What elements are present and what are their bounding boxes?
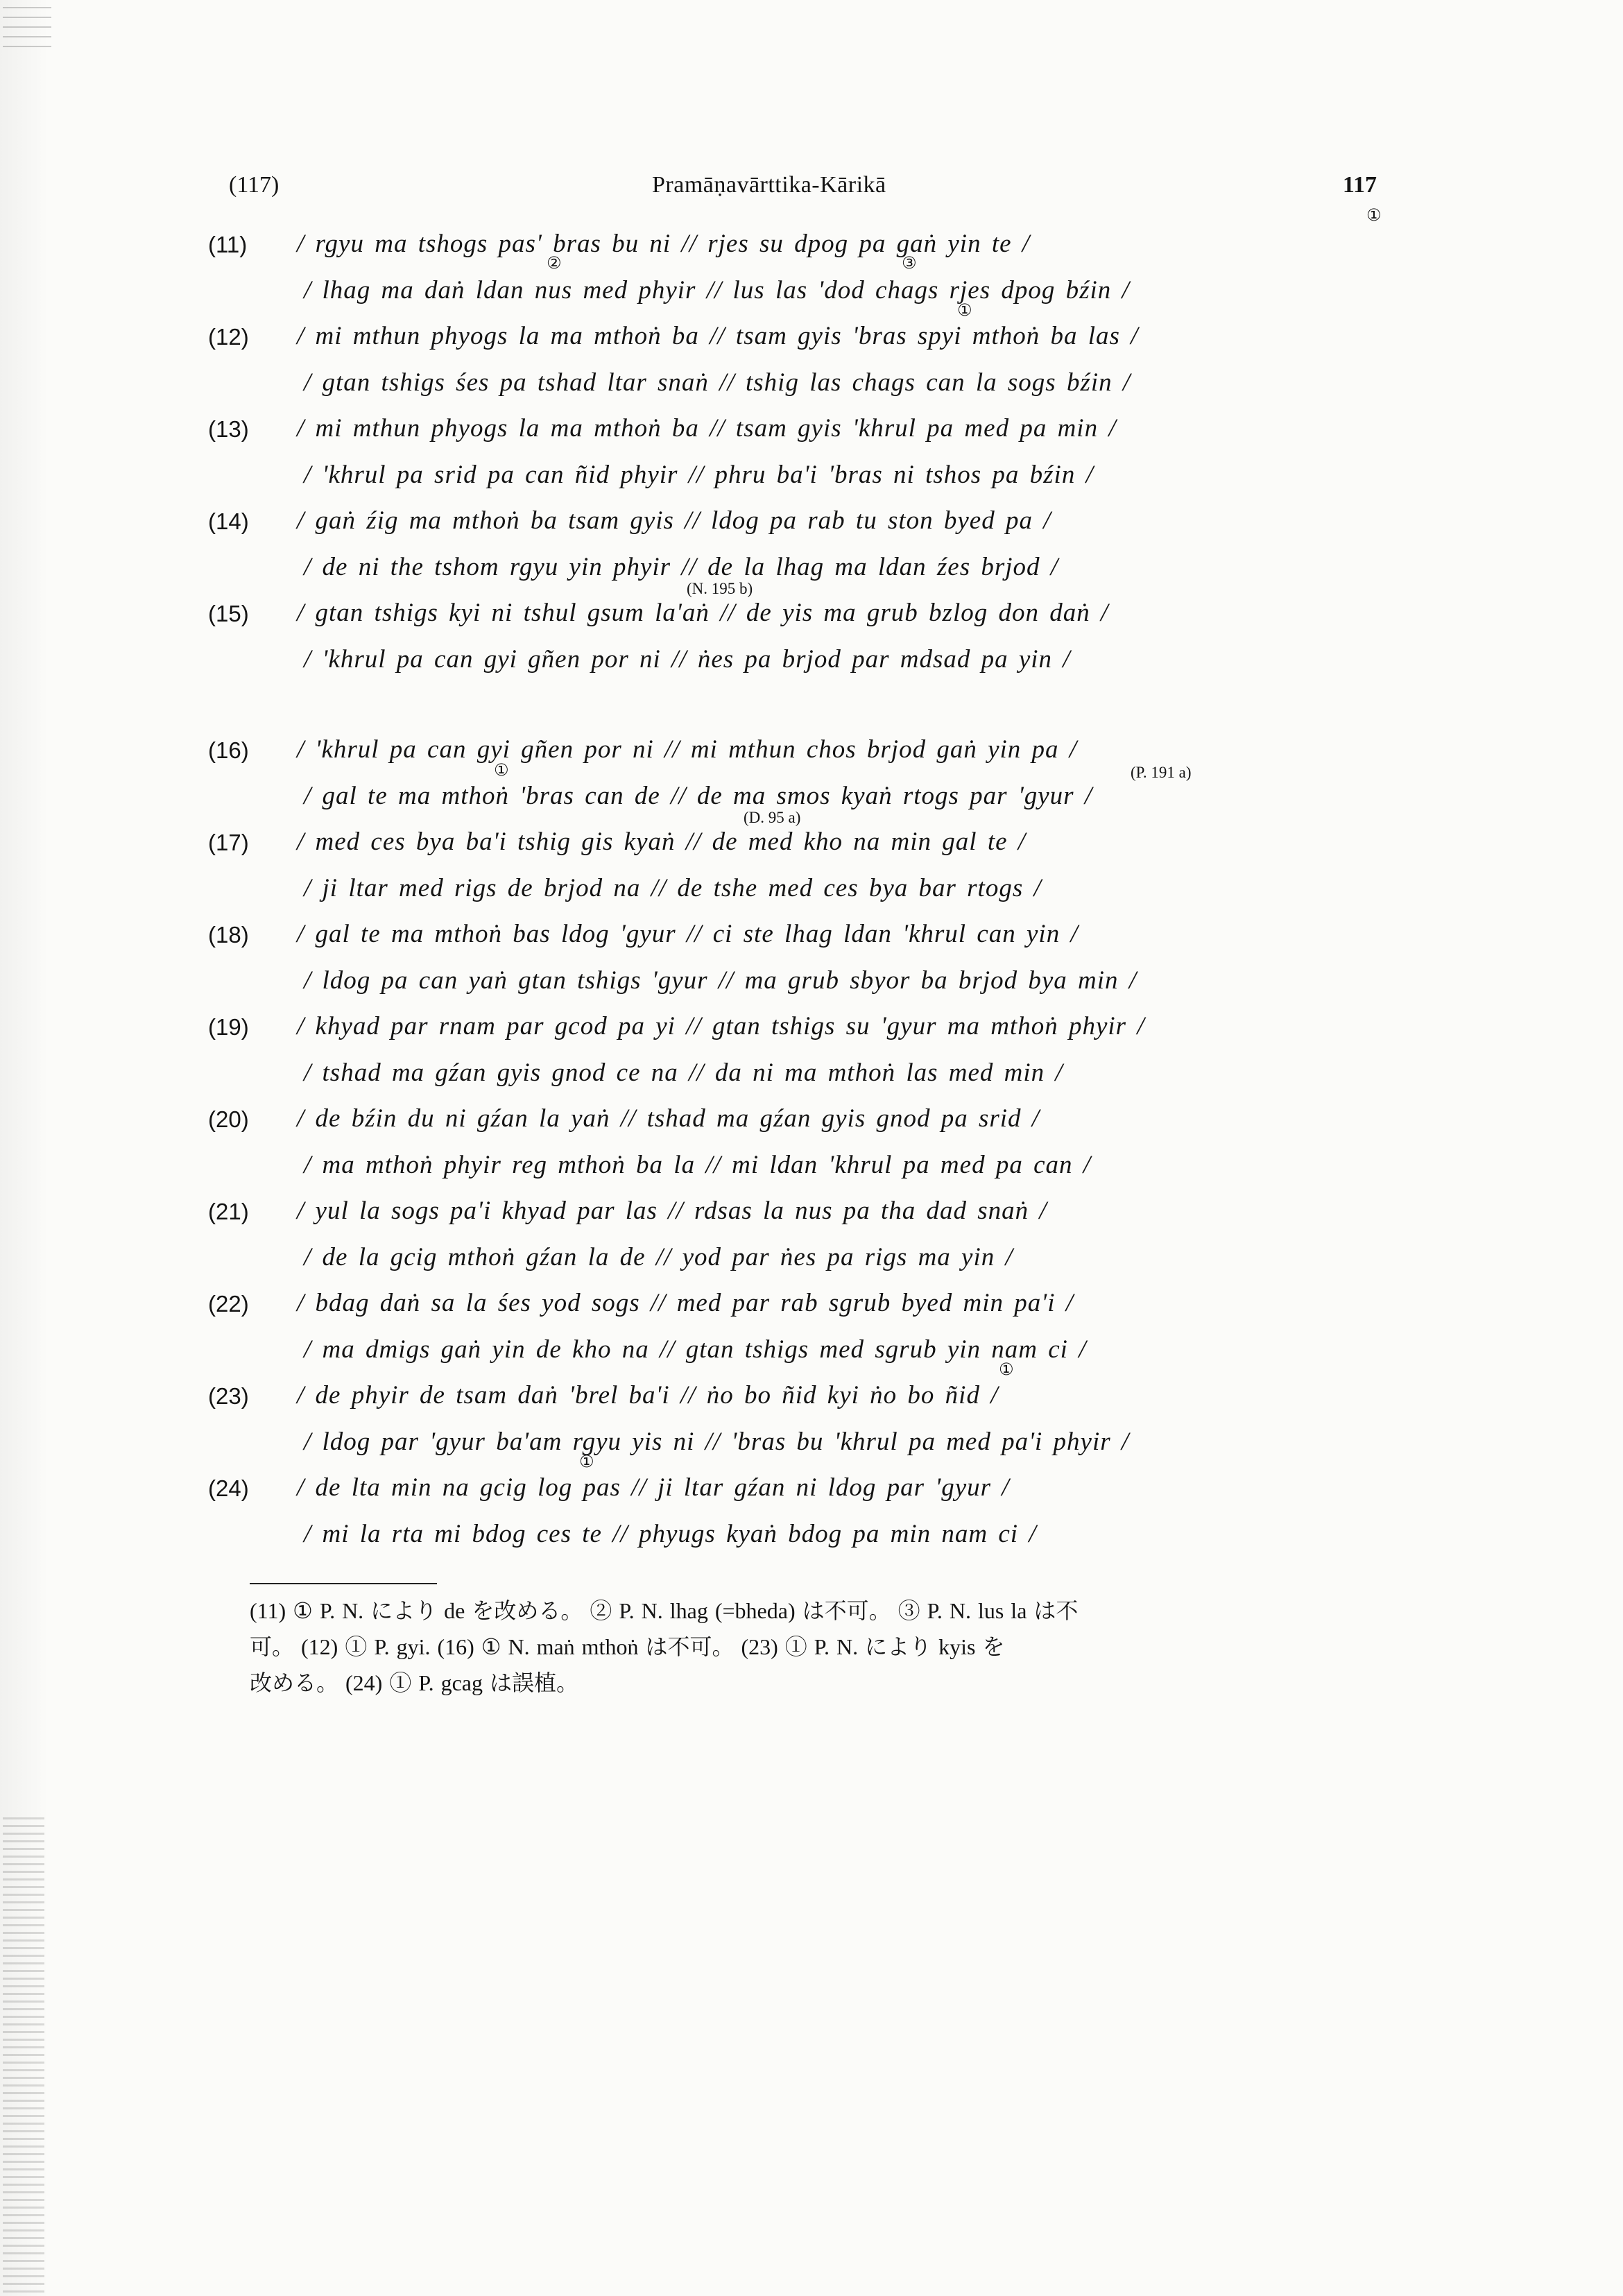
verse-line: / ma mthoṅ phyir reg mthoṅ ba la // mi ldan 'khrul pa med pa can / — [304, 1150, 1092, 1179]
verse-number: (24) — [208, 1475, 249, 1501]
verse-line: / gtan tshigs kyi ni tshul gsum la'aṅ // de yis ma grub bzlog don daṅ / — [297, 599, 1109, 627]
verse-line: / ldog pa can yaṅ gtan tshigs 'gyur // ma grub sbyor ba brjod bya min / — [304, 966, 1137, 995]
verse-row — [208, 1452, 1387, 1512]
verse-line: / mi la rta mi bdog ces te // phyugs kyaṅ bdog pa min nam ci / — [304, 1519, 1037, 1548]
verse-row — [208, 1235, 1387, 1282]
verse-row — [208, 1512, 1387, 1559]
footnote-line: 可。 (12) ① P. gyi. (16) ① N. maṅ mthoṅ は不可。 (23) ① P. N. により kyis を — [250, 1634, 1005, 1659]
verse-number: (18) — [208, 922, 249, 948]
verse-row — [208, 1328, 1387, 1374]
verse-line: / gal te ma mthoṅ bas ldog 'gyur // ci ste lhag ldan 'khrul can yin / — [297, 920, 1079, 948]
footnotes — [250, 1593, 1429, 1701]
verse-line: / de la gcig mthoṅ gźan la de // yod par ṅes pa rigs ma yin / — [304, 1242, 1013, 1271]
footnote-line: 改める。 (24) ① P. gcag は誤植。 — [250, 1670, 578, 1695]
verse-line: / 'khrul pa can gyi gñen por ni // mi mthun chos brjod gaṅ yin pa / — [297, 735, 1078, 764]
verse-row — [208, 453, 1387, 499]
verse-number: (15) — [208, 601, 249, 626]
verse-row — [208, 545, 1387, 597]
verse-number: (14) — [208, 508, 249, 534]
verse-row — [208, 591, 1387, 637]
verse-line: / lhag ma daṅ ldan nus med phyir // lus las 'dod chags rjes dpog bźin / — [304, 275, 1130, 305]
verse-text — [208, 205, 1387, 1558]
verse-row — [208, 1051, 1387, 1097]
verse-row — [208, 361, 1387, 407]
verse-row — [208, 300, 1387, 361]
header-folio: (117) — [229, 172, 280, 198]
verse-row — [208, 1360, 1387, 1420]
verse-number: (13) — [208, 416, 249, 442]
page-number: 117 — [1342, 172, 1377, 198]
verse-line: / ldog par 'gyur ba'am rgyu yis ni // 'bras bu 'khrul pa med pa'i phyir / — [304, 1427, 1130, 1456]
verse-line: / mi mthun phyogs la ma mthoṅ ba // tsam gyis 'khrul pa med pa min / — [297, 414, 1117, 443]
verse-row — [208, 1420, 1387, 1466]
verse-row — [208, 205, 1387, 268]
header-title: Pramāṇavārttika-Kārikā — [652, 172, 886, 198]
verse-row — [208, 499, 1387, 545]
note-marker: ① — [999, 1360, 1014, 1379]
verse-row — [208, 728, 1387, 781]
verse-row — [208, 1143, 1387, 1190]
verse-line: / khyad par rnam par gcod pa yi // gtan tshigs su 'gyur ma mthoṅ phyir / — [297, 1012, 1145, 1040]
verse-row — [208, 959, 1387, 1005]
page-header — [229, 172, 1377, 214]
verse-line: / gaṅ źig ma mthoṅ ba tsam gyis // ldog pa rab tu ston byed pa / — [297, 506, 1051, 535]
ms-folio-ref: (N. 195 b) — [687, 579, 753, 597]
verse-number: (11) — [208, 232, 248, 257]
ms-folio-ref: (D. 95 a) — [744, 808, 801, 826]
scan-artifact-bottom — [3, 1817, 44, 2296]
verse-line: / 'khrul pa srid pa can ñid phyir // phru ba'i 'bras ni tshos pa bźin / — [304, 460, 1094, 489]
note-marker: ③ — [902, 252, 917, 273]
note-marker: ① — [957, 300, 972, 320]
ms-folio-ref: (P. 191 a) — [1131, 764, 1192, 781]
verse-line: / gtan tshigs śes pa tshad ltar snaṅ // tshig las chags can la sogs bźin / — [304, 368, 1131, 397]
verse-line: / de phyir de tsam daṅ 'brel ba'i // ṅo bo ñid kyi ṅo bo ñid / — [297, 1381, 999, 1410]
footnote-rule — [250, 1583, 437, 1584]
verse-row — [208, 406, 1387, 453]
verse-line: / de lta min na gcig log pas // ji ltar gźan ni ldog par 'gyur / — [297, 1473, 1010, 1502]
verse-number: (23) — [208, 1383, 249, 1409]
verse-row — [208, 1281, 1387, 1328]
verse-line: / de bźin du ni gźan la yaṅ // tshad ma gźan gyis gnod pa srid / — [297, 1104, 1040, 1133]
verse-row — [208, 637, 1387, 684]
note-marker: ② — [547, 252, 562, 273]
verse-row — [208, 252, 1387, 315]
verse-line: / 'khrul pa can gyi gñen por ni // ṅes pa brjod par mdsad pa yin / — [304, 644, 1071, 674]
verse-row — [208, 1004, 1387, 1051]
footnote-line: (11) ① P. N. により de を改める。 ② P. N. lhag (=bheda) は不可。 ③ P. N. lus la は不 — [250, 1598, 1079, 1623]
note-marker: ① — [1366, 205, 1382, 225]
scan-artifact-top — [3, 7, 51, 55]
verse-line: / rgyu ma tshogs pas' bras bu ni // rjes su dpog pa gaṅ yin te / — [297, 230, 1031, 258]
verse-number: (12) — [208, 324, 249, 350]
verse-number: (16) — [208, 737, 249, 763]
verse-number: (17) — [208, 830, 249, 855]
note-marker: ① — [579, 1452, 594, 1471]
verse-line: / tshad ma gźan gyis gnod ce na // da ni ma mthoṅ las med min / — [304, 1058, 1063, 1087]
verse-line: / de ni the tshom rgyu yin phyir // de la lhag ma ldan źes brjod / — [304, 552, 1059, 581]
verse-number: (19) — [208, 1014, 249, 1040]
note-marker: ① — [494, 760, 509, 780]
verse-line: / ji ltar med rigs de brjod na // de tshe med ces bya bar rtogs / — [304, 873, 1042, 902]
verse-row — [208, 1189, 1387, 1235]
verse-line: / yul la sogs pa'i khyad par las // rdsas la nus pa tha dad snaṅ / — [297, 1197, 1047, 1225]
verse-line: / med ces bya ba'i tshig gis kyaṅ // de med kho na min gal te / — [297, 828, 1027, 856]
verse-number: (22) — [208, 1291, 249, 1317]
verse-line: / ma dmigs gaṅ yin de kho na // gtan tshigs med sgrub yin nam ci / — [304, 1335, 1087, 1364]
verse-line: / gal te ma mthoṅ 'bras can de // de ma smos kyaṅ rtogs par 'gyur / — [304, 781, 1093, 810]
verse-row — [208, 912, 1387, 959]
verse-line: / mi mthun phyogs la ma mthoṅ ba // tsam gyis 'bras spyi mthoṅ ba las / — [297, 322, 1139, 350]
verse-number: (21) — [208, 1199, 249, 1224]
verse-number: (20) — [208, 1106, 249, 1132]
verse-line: / bdag daṅ sa la śes yod sogs // med par rab sgrub byed min pa'i / — [297, 1289, 1074, 1317]
verse-row — [208, 820, 1387, 866]
verse-row — [208, 1097, 1387, 1143]
verse-row — [208, 866, 1387, 913]
